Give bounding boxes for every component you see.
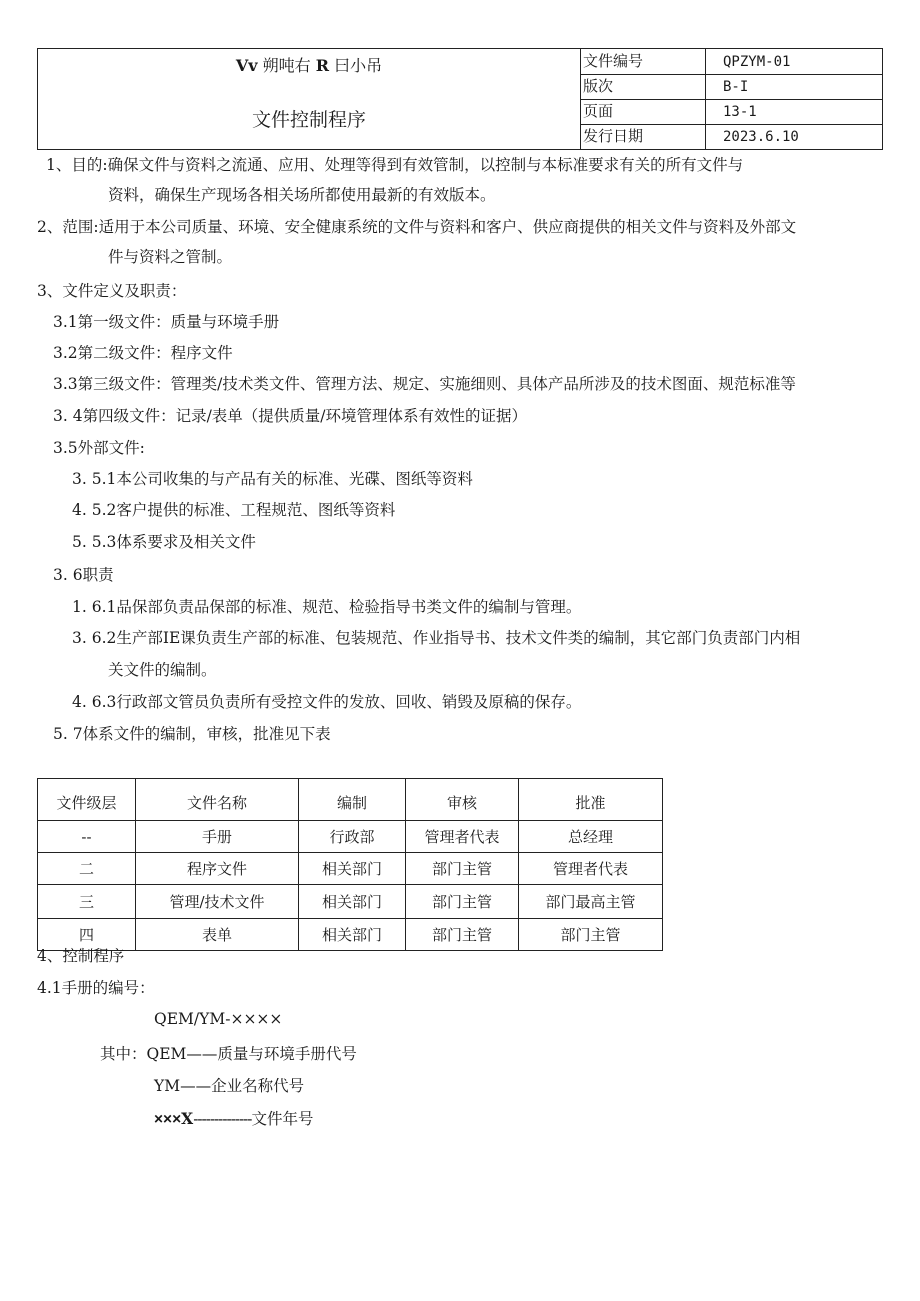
table-cell: 管理者代表: [406, 821, 519, 853]
table-header-row: [38, 779, 663, 821]
table-cell: 相关部门: [299, 919, 406, 951]
header-left-cell: [38, 49, 581, 149]
issue-date-label: 发行日期: [581, 124, 706, 149]
issue-date-value: 2023.6.10: [723, 129, 799, 145]
table-cell: 部门主管: [406, 919, 519, 951]
approval-table: [37, 778, 663, 951]
table-cell: 管理者代表: [519, 853, 663, 885]
table-cell: 部门主管: [406, 885, 519, 919]
document-title: 文件控制程序: [251, 109, 366, 131]
table-header-cell: 文件名称: [136, 779, 299, 821]
table-cell: 管理/技术文件: [136, 885, 299, 919]
table-cell: 部门主管: [406, 853, 519, 885]
scope-line-1: 2、范围:适用于本公司质量、环境、安全健康系统的文件与资料和客户、供应商提供的相关文件与资料及外部文: [37, 218, 797, 236]
table-header-cell: 审核: [406, 779, 519, 821]
item-3-5-2: 4. 5.2客户提供的标准、工程规范、图纸等资料: [72, 501, 396, 519]
item-3-6-1: 1. 6.1品保部负责品保部的标准、规范、检验指导书类文件的编制与管理。: [72, 598, 582, 616]
doc-number-label: 文件编号: [581, 49, 706, 74]
item-3-3: 3.3第三级文件：管理类/技术类文件、管理方法、规定、实施细则、具体产品所涉及的技术图面、规范标准等: [53, 375, 796, 393]
table-cell: 总经理: [519, 821, 663, 853]
manual-code: QEM/YM-××××: [154, 1010, 283, 1028]
table-cell: 行政部: [299, 821, 406, 853]
item-3-6-2-line-2: 关文件的编制。: [108, 661, 217, 679]
header-row-doc-number: [581, 49, 882, 75]
company-name-part: Vv: [235, 56, 258, 75]
table-cell: 四: [38, 919, 136, 951]
code-explanation-qem: 其中：QEM——质量与环境手册代号: [100, 1045, 357, 1063]
code-explanation-ym: YM——企业名称代号: [154, 1077, 305, 1095]
scope-line-2: 件与资料之管制。: [108, 248, 233, 266]
year-code-part: ×××: [154, 1111, 182, 1128]
table-cell: 相关部门: [299, 885, 406, 919]
table-row: [38, 885, 663, 919]
table-row: [38, 919, 663, 951]
section-3-heading: 3、文件定义及职责：: [37, 282, 187, 300]
table-cell: 手册: [136, 821, 299, 853]
purpose-line-1: 1、目的:确保文件与资料之流通、应用、处理等得到有效管制，以控制与本标准要求有关的所有文件与: [46, 156, 744, 174]
header-row-page: [581, 99, 882, 125]
company-name-part: R: [315, 56, 330, 75]
item-3-7: 5. 7体系文件的编制，审核，批准见下表: [53, 725, 331, 743]
table-cell: 相关部门: [299, 853, 406, 885]
document-header: [37, 48, 883, 150]
item-3-6: 3. 6职责: [53, 566, 114, 584]
table-header-cell: 文件级层: [38, 779, 136, 821]
company-name-part: 朔吨右: [262, 56, 311, 75]
company-name: [38, 53, 580, 76]
version-label: 版次: [581, 74, 706, 99]
year-code-part: X: [181, 1109, 194, 1128]
header-row-issue-date: [581, 124, 882, 149]
table-cell: 表单: [136, 919, 299, 951]
page-label: 页面: [581, 99, 706, 124]
company-name-part: 曰小吊: [334, 56, 383, 75]
table-cell: 部门最高主管: [519, 885, 663, 919]
table-header-cell: 批准: [519, 779, 663, 821]
item-3-5-1: 3. 5.1本公司收集的与产品有关的标准、光碟、图纸等资料: [72, 470, 473, 488]
table-header-cell: 编制: [299, 779, 406, 821]
item-3-5-3: 5. 5.3体系要求及相关文件: [72, 533, 256, 551]
table-cell: 程序文件: [136, 853, 299, 885]
header-row-version: [581, 74, 882, 100]
doc-number-value: QPZYM-01: [723, 54, 791, 70]
table-cell: --: [38, 821, 136, 853]
item-3-6-2-line-1: 3. 6.2生产部IE课负责生产部的标准、包装规范、作业指导书、技术文件类的编制，其它部门负责部门内相: [72, 629, 801, 647]
item-3-2: 3.2第二级文件：程序文件: [53, 344, 233, 362]
page-value: 13-1: [723, 104, 757, 120]
item-3-6-3: 4. 6.3行政部文管员负责所有受控文件的发放、回收、销毁及原稿的保存。: [72, 693, 582, 711]
purpose-line-2: 资料，确保生产现场各相关场所都使用最新的有效版本。: [108, 186, 496, 204]
year-code-part: 文件年号: [251, 1110, 314, 1128]
year-code-dashes: --------------: [193, 1111, 252, 1128]
table-cell: 二: [38, 853, 136, 885]
code-explanation-year: [154, 1107, 313, 1129]
item-4-1: 4.1手册的编号：: [37, 979, 155, 997]
version-value: B-I: [723, 79, 749, 95]
item-3-5: 3.5外部文件:: [53, 439, 145, 457]
item-3-4: 3. 4第四级文件：记录/表单（提供质量/环境管理体系有效性的证据）: [53, 407, 528, 425]
item-3-1: 3.1第一级文件：质量与环境手册: [53, 313, 280, 331]
table-row: [38, 821, 663, 853]
table-cell: 部门主管: [519, 919, 663, 951]
table-cell: 三: [38, 885, 136, 919]
table-row: [38, 853, 663, 885]
section-4-heading: 4、控制程序: [37, 947, 125, 965]
